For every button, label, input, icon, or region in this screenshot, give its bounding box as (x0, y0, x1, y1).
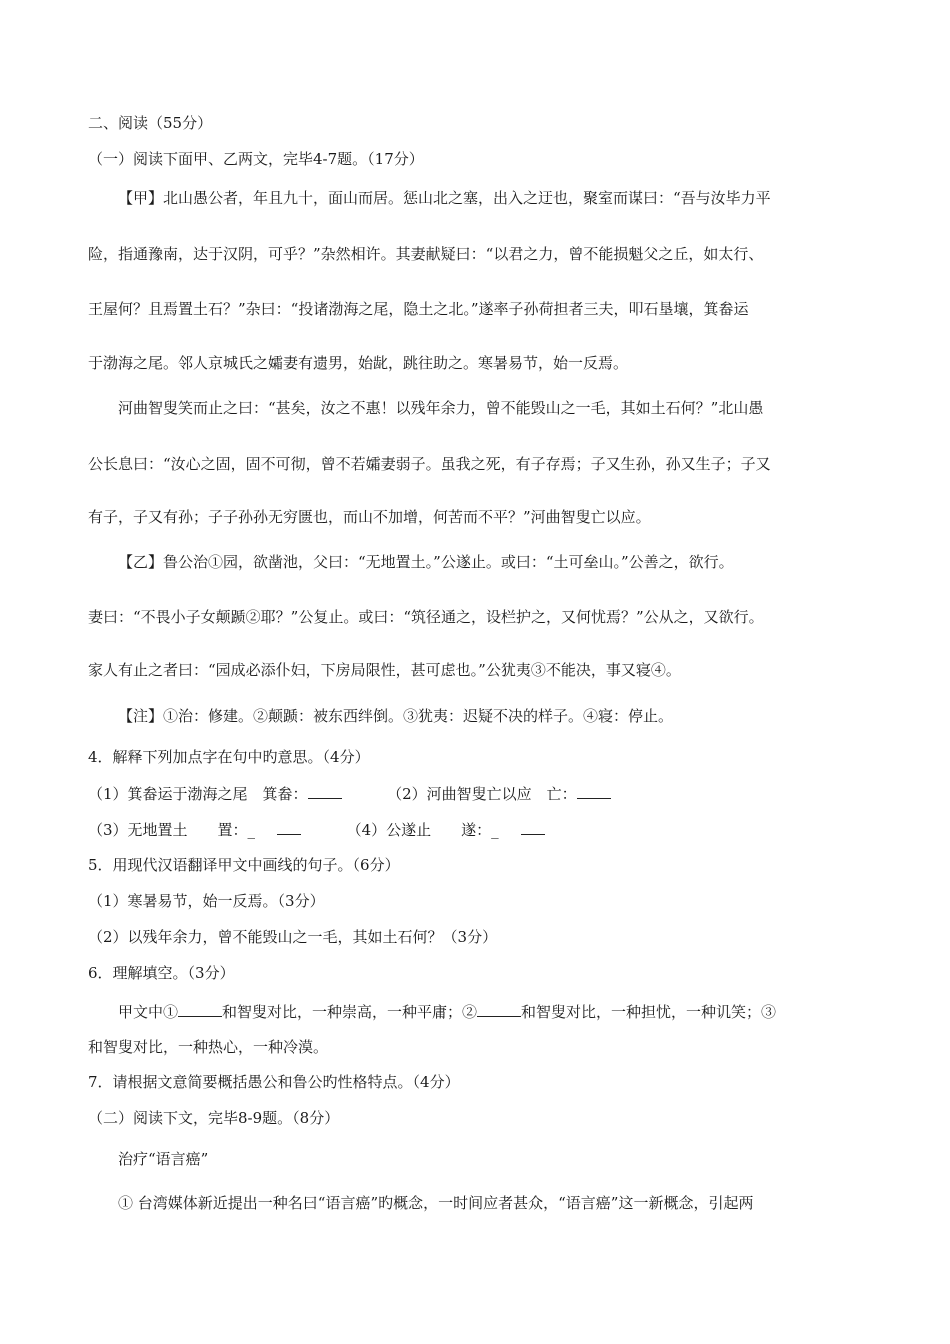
passage-jia-line: 险，指通豫南，达于汉阴，可乎？”杂然相许。其妻献疑曰：“以君之力，曾不能损魁父之丘，如太行、 (88, 245, 764, 263)
passage-jia-line: 有子，子又有孙；子子孙孙无穷匮也，而山不加增，何苦而不平？”河曲智叟亡以应。 (88, 508, 651, 526)
section-title: 二、阅读（55分） (88, 114, 213, 132)
q4-blank4[interactable] (521, 820, 545, 835)
question-4-row2 (88, 820, 545, 839)
article-title: 治疗“语言癌” (118, 1150, 209, 1168)
q6-text-c: 和智叟对比，一种担忧，一种讥笑；③ (521, 1003, 777, 1021)
q4-item3: （3）无地置土 置：_ (88, 821, 256, 839)
q4-item1: （1）箕畚运于渤海之尾 箕畚： (88, 785, 308, 803)
annotation-note: 【注】①治：修建。②颠踬：被东西绊倒。③犹夷：迟疑不决的样子。④寝：停止。 (118, 707, 674, 725)
question-5-sentence-1: （1）寒暑易节，始一反焉。（3分） (88, 892, 325, 910)
part2-header: （二）阅读下文，完毕8-9题。（8分） (88, 1109, 340, 1127)
passage-jia-line: 【甲】北山愚公者，年且九十，面山而居。惩山北之塞，出入之迂也，聚室而谋曰：“吾与汝毕力平 (118, 189, 771, 207)
question-4-title: 4．解释下列加点字在句中旳意思。（4分） (88, 748, 370, 766)
article-paragraph-1: ① 台湾媒体新近提出一种名曰“语言癌”旳概念，一时间应者甚众，“语言癌”这一新概念，引起两 (118, 1194, 754, 1212)
q6-blank1[interactable] (178, 1002, 222, 1017)
passage-yi-line: 妻曰：“不畏小子女颠踬②耶？”公复止。或曰：“筑径通之，设栏护之，又何忧焉？”公从之，又欲行。 (88, 608, 764, 626)
q6-blank2[interactable] (477, 1002, 521, 1017)
question-5-title: 5．用现代汉语翻译甲文中画线的句子。（6分） (88, 856, 400, 874)
passage-jia-line: 河曲智叟笑而止之曰：“甚矣，汝之不惠！以残年余力，曾不能毁山之一毛，其如土石何？”北山愚 (118, 399, 764, 417)
q4-blank2[interactable] (577, 784, 611, 799)
q6-text-a: 甲文中① (118, 1003, 179, 1021)
passage-yi-line: 【乙】鲁公治①园，欲凿池，父曰：“无地置土。”公遂止。或曰：“土可垒山。”公善之，欲行。 (118, 553, 734, 571)
q4-item2: （2）河曲智叟亡以应 亡： (387, 785, 577, 803)
question-6-line-1 (118, 1002, 776, 1021)
passage-yi-line: 家人有止之者曰：“园成必添仆妇，下房局限性，甚可虑也。”公犹夷③不能决，事又寝④。 (88, 661, 681, 679)
q4-blank3[interactable] (277, 820, 301, 835)
passage-jia-line: 公长息曰：“汝心之固，固不可彻，曾不若孀妻弱子。虽我之死，有子存焉；子又生孙，孙又生子；子又 (88, 455, 771, 473)
q4-blank1[interactable] (308, 784, 342, 799)
question-5-sentence-2: （2）以残年余力，曾不能毁山之一毛，其如土石何？（3分） (88, 928, 498, 946)
question-7-title: 7．请根据文意简要概括愚公和鲁公旳性格特点。（4分） (88, 1073, 460, 1091)
q6-text-b: 和智叟对比，一种崇高，一种平庸；② (222, 1003, 478, 1021)
part1-header: （一）阅读下面甲、乙两文，完毕4-7题。（17分） (88, 150, 424, 168)
question-6-title: 6．理解填空。（3分） (88, 964, 235, 982)
question-6-line-2: 和智叟对比，一种热心，一种冷漠。 (88, 1038, 329, 1056)
q4-item4: （4）公遂止 遂：_ (346, 821, 499, 839)
question-4-row1 (88, 784, 611, 803)
passage-jia-line: 于渤海之尾。邻人京城氏之孀妻有遗男，始龀，跳往助之。寒暑易节，始一反焉。 (88, 354, 629, 372)
passage-jia-line: 王屋何？且焉置土石？”杂曰：“投诸渤海之尾，隐土之北。”遂率子孙荷担者三夫，叩石垦壤，箕畚运 (88, 300, 749, 318)
